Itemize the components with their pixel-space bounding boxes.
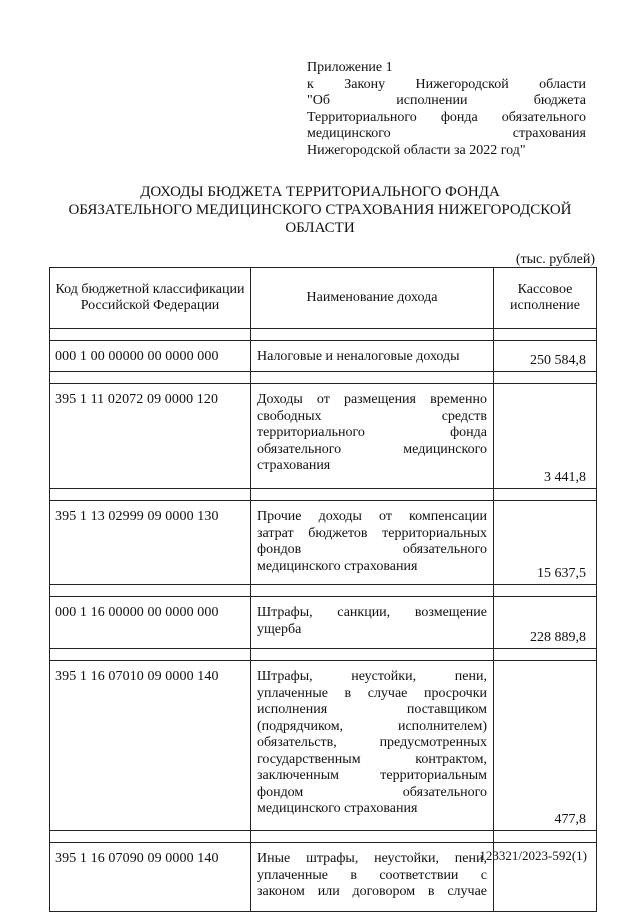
appendix-line-6: Нижегородской области за 2022 год" — [307, 142, 526, 158]
title-line-1: ДОХОДЫ БЮДЖЕТА ТЕРРИТОРИАЛЬНОГО ФОНДА — [140, 184, 500, 200]
row-amount: 250 584,8 — [494, 341, 597, 372]
document-title — [40, 183, 600, 237]
row-name — [251, 384, 494, 489]
table-spacer-row — [50, 372, 597, 384]
table-spacer-row — [50, 585, 597, 597]
header-code: Код бюджетной классификации Российской Федерации — [50, 268, 251, 329]
income-table — [49, 267, 597, 912]
row-name-line: ущерба — [257, 621, 302, 637]
table-row — [50, 661, 597, 831]
table-row — [50, 341, 597, 372]
row-name-line: Доходы от размещения временно — [257, 392, 487, 407]
row-name-line: государственным контрактом, — [257, 751, 487, 767]
table-spacer-row — [50, 329, 597, 341]
row-name-line: Налоговые и неналоговые доходы — [257, 349, 460, 364]
row-code: 000 1 00 00000 00 0000 000 — [50, 341, 251, 372]
appendix-line-4: Территориального фонда обязательного — [307, 109, 586, 125]
row-name-line: Прочие доходы от компенсации — [257, 509, 487, 524]
row-name-line: фондом обязательного — [257, 784, 487, 800]
row-name-line: территориального фонда — [257, 425, 487, 440]
row-name-line: медицинского страхования — [257, 558, 418, 574]
appendix-line-1: Приложение 1 — [307, 60, 393, 75]
row-code: 395 1 13 02999 09 0000 130 — [50, 501, 251, 585]
row-name — [251, 661, 494, 831]
row-code: 395 1 11 02072 09 0000 120 — [50, 384, 251, 489]
table-spacer-row — [50, 489, 597, 501]
units-label: (тыс. рублей) — [515, 252, 595, 267]
row-name-line: Штрафы, санкции, возмещение — [257, 605, 487, 620]
row-name-line: Штрафы, неустойки, пени, — [257, 669, 487, 684]
row-name-line: исполнения поставщиком — [257, 702, 487, 717]
row-code: 395 1 16 07090 09 0000 140 — [50, 843, 251, 912]
table-row — [50, 384, 597, 489]
table-spacer-row — [50, 831, 597, 843]
title-line-3: ОБЛАСТИ — [285, 220, 355, 236]
row-name — [251, 341, 494, 372]
row-name — [251, 843, 494, 912]
table-spacer-row — [50, 649, 597, 661]
row-code: 395 1 16 07010 09 0000 140 — [50, 661, 251, 831]
row-code: 000 1 16 00000 00 0000 000 — [50, 597, 251, 649]
appendix-block — [307, 60, 586, 159]
row-name-line: страхования — [257, 458, 331, 473]
row-name-line: заключенным территориальным — [257, 768, 487, 783]
row-name-line: обязательного медицинского — [257, 441, 487, 457]
row-name-line: обязательств, предусмотренных — [257, 735, 487, 750]
row-amount: 228 889,8 — [494, 597, 597, 649]
appendix-line-2: к Закону Нижегородской области — [307, 76, 586, 92]
table-row — [50, 597, 597, 649]
row-name-line: фондов обязательного — [257, 542, 487, 557]
row-amount: 15 637,5 — [494, 501, 597, 585]
row-name-line: уплаченные в соответствии с — [257, 867, 487, 883]
header-name: Наименование дохода — [251, 268, 494, 329]
header-amount: Кассовое исполнение — [494, 268, 597, 329]
table-header-row — [50, 268, 597, 329]
row-name-line: затрат бюджетов территориальных — [257, 525, 487, 541]
row-name-line: (подрядчиком, исполнителем) — [257, 718, 487, 734]
row-name — [251, 597, 494, 649]
appendix-line-5: медицинского страхования — [307, 126, 586, 141]
row-name-line: свободных средств — [257, 408, 487, 424]
document-footer-number: 123321/2023-592(1) — [479, 848, 587, 863]
title-line-2: ОБЯЗАТЕЛЬНОГО МЕДИЦИНСКОГО СТРАХОВАНИЯ НИЖЕГОРОДСКОЙ — [68, 202, 572, 218]
row-name — [251, 501, 494, 585]
row-name-line: законом или договором в случае — [257, 884, 487, 899]
table-row — [50, 501, 597, 585]
row-name-line: Иные штрафы, неустойки, пени, — [257, 851, 487, 866]
appendix-line-3: "Об исполнении бюджета — [307, 93, 586, 108]
row-amount: 477,8 — [494, 661, 597, 831]
row-amount: 3 441,8 — [494, 384, 597, 489]
row-name-line: уплаченные в случае просрочки — [257, 685, 487, 701]
row-name-line: медицинского страхования — [257, 801, 418, 816]
